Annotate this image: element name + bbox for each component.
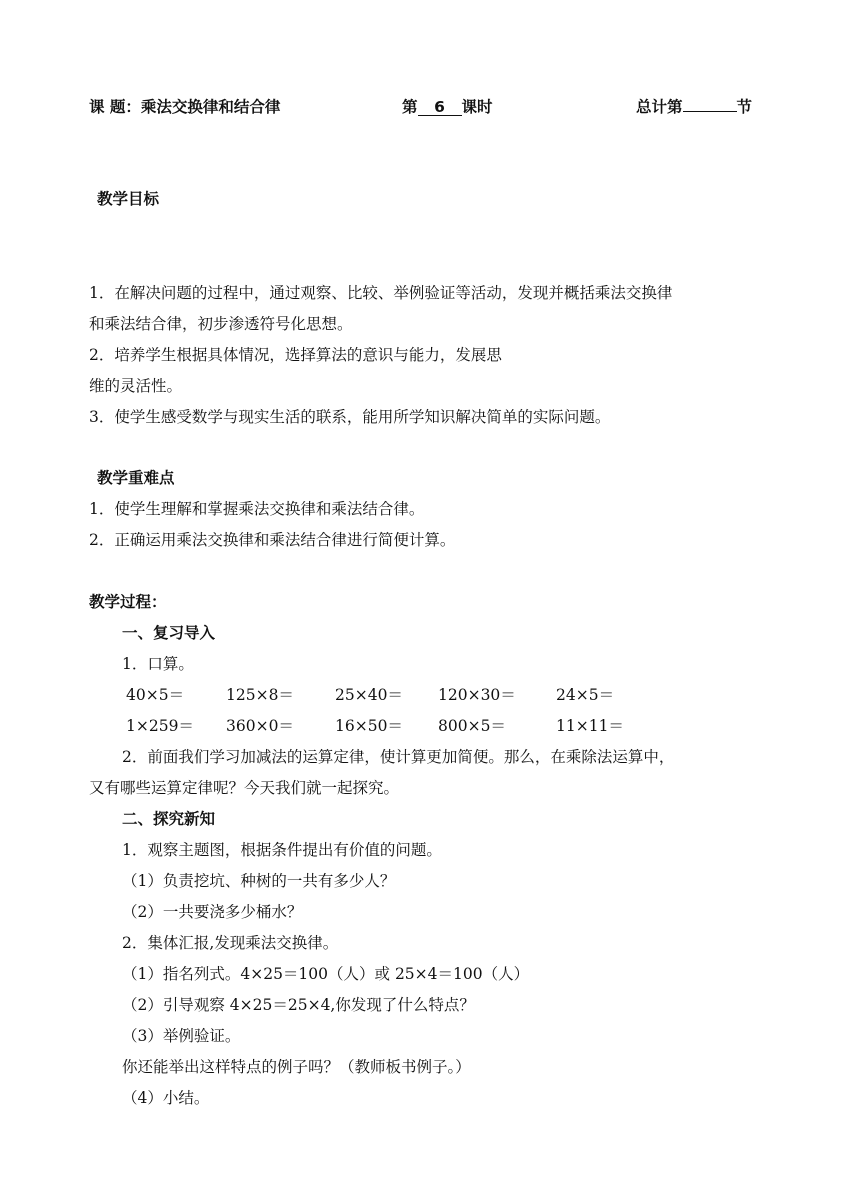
oral-calc-item: 360×0＝ xyxy=(226,717,294,735)
step-2: （2）引导观察 4×25＝25×4,你发现了什么特点？ xyxy=(122,996,475,1014)
total-count-field xyxy=(636,95,752,117)
step-3-detail: 你还能举出这样特点的例子吗？（教师板书例子。） xyxy=(122,1058,471,1076)
step-4: （4）小结。 xyxy=(122,1089,210,1107)
question-2: （2）一共要浇多少桶水？ xyxy=(122,903,303,921)
explore-item-1: 1．观察主题图，根据条件提出有价值的问题。 xyxy=(122,841,442,859)
total-number xyxy=(683,111,737,112)
oral-calc-row-2 xyxy=(126,714,646,736)
process-heading: 教学过程： xyxy=(89,593,167,611)
section-2-title: 二、探究新知 xyxy=(122,810,216,828)
explore-item-2: 2．集体汇报,发现乘法交换律。 xyxy=(122,934,339,952)
oral-calc-item: 125×8＝ xyxy=(226,686,294,704)
objective-1-line-2: 和乘法结合律，初步渗透符号化思想。 xyxy=(89,315,353,333)
key-point-2: 2．正确运用乘法交换律和乘法结合律进行简便计算。 xyxy=(89,531,456,549)
oral-calc-item: 40×5＝ xyxy=(126,686,185,704)
oral-calc-item: 800×5＝ xyxy=(438,717,506,735)
lesson-number: 6 xyxy=(418,99,462,116)
objective-3: 3．使学生感受数学与现实生活的联系，能用所学知识解决简单的实际问题。 xyxy=(89,408,611,426)
key-points-heading: 教学重难点 xyxy=(97,469,175,487)
objective-1-line-1: 1．在解决问题的过程中，通过观察、比较、举例验证等活动，发现并概括乘法交换律 xyxy=(89,284,673,302)
step-3: （3）举例验证。 xyxy=(122,1027,241,1045)
oral-calc-item: 11×11＝ xyxy=(556,717,624,735)
key-point-1: 1．使学生理解和掌握乘法交换律和乘法结合律。 xyxy=(89,500,425,518)
section-1-title: 一、复习导入 xyxy=(122,624,216,642)
oral-calc-item: 1×259＝ xyxy=(126,717,194,735)
oral-calc-item: 24×5＝ xyxy=(556,686,615,704)
objective-2-line-2: 维的灵活性。 xyxy=(89,377,183,395)
oral-calc-item: 16×50＝ xyxy=(335,717,403,735)
objectives-heading: 教学目标 xyxy=(97,190,160,208)
total-prefix: 总计第 xyxy=(636,98,683,116)
review-item-2-line-2: 又有哪些运算定律呢？今天我们就一起探究。 xyxy=(89,779,400,797)
oral-calc-item: 25×40＝ xyxy=(335,686,403,704)
lesson-prefix: 第 xyxy=(402,98,418,116)
oral-calc-item: 120×30＝ xyxy=(438,686,516,704)
objective-2-line-1: 2．培养学生根据具体情况，选择算法的意识与能力，发展思 xyxy=(89,346,502,364)
lesson-suffix: 课时 xyxy=(461,98,493,116)
question-1: （1）负责挖坑、种树的一共有多少人？ xyxy=(122,872,396,890)
total-suffix: 节 xyxy=(736,98,753,116)
step-1: （1）指名列式。4×25＝100（人）或 25×4＝100（人） xyxy=(122,965,530,983)
lesson-topic: 课 题：乘法交换律和结合律 xyxy=(89,98,281,116)
oral-calc-label: 1．口算。 xyxy=(122,655,194,673)
oral-calc-row-1 xyxy=(126,683,646,705)
lesson-number-field xyxy=(402,95,493,117)
review-item-2-line-1: 2．前面我们学习加减法的运算定律，使计算更加简便。那么，在乘除法运算中， xyxy=(122,748,675,766)
